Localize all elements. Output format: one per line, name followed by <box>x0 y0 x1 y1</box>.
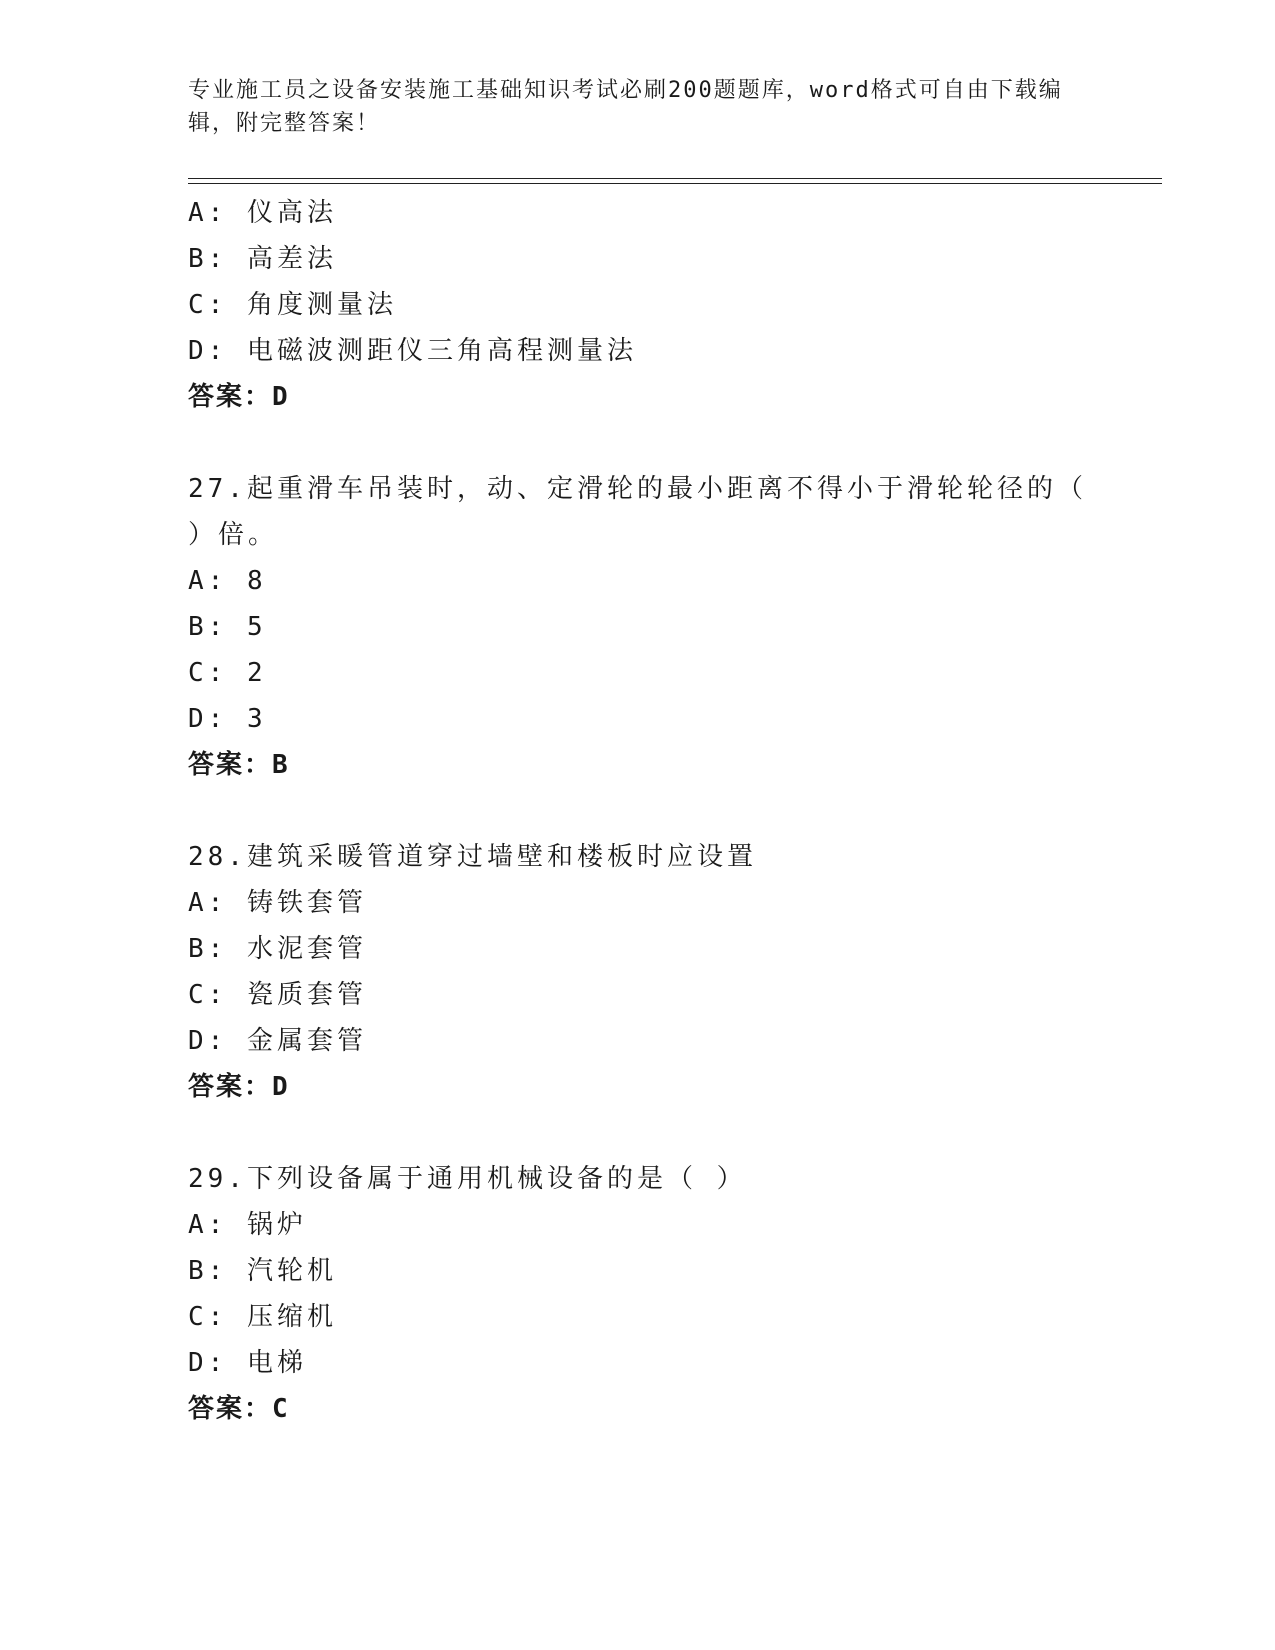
question-stem: 28.建筑采暖管道穿过墙壁和楼板时应设置 <box>188 842 757 872</box>
option-letter: B: <box>188 244 228 274</box>
option-c <box>188 282 1088 328</box>
option-text: 8 <box>246 566 267 596</box>
option-b <box>188 604 1088 650</box>
option-text: 5 <box>246 612 267 642</box>
option-d <box>188 328 1088 374</box>
option-b <box>188 1248 1088 1294</box>
option-letter: D: <box>188 1348 228 1378</box>
option-a <box>188 1202 1088 1248</box>
option-text: 锅炉 <box>246 1210 307 1240</box>
option-a <box>188 190 1088 236</box>
option-c <box>188 1294 1088 1340</box>
option-letter: B: <box>188 1256 228 1286</box>
option-letter: B: <box>188 612 228 642</box>
option-text: 汽轮机 <box>246 1256 337 1286</box>
option-letter: C: <box>188 658 228 688</box>
option-letter: A: <box>188 198 228 228</box>
option-letter: A: <box>188 888 228 918</box>
spacer <box>188 1110 1088 1156</box>
header-divider-bottom <box>188 183 1162 184</box>
option-text: 高差法 <box>246 244 337 274</box>
question-list <box>188 190 1088 1432</box>
option-b <box>188 926 1088 972</box>
document-header: 专业施工员之设备安装施工基础知识考试必刷200题题库，word格式可自由下载编辑，附完整答案！ <box>188 78 1063 136</box>
question-block-29 <box>188 1156 1088 1432</box>
option-d <box>188 1340 1088 1386</box>
option-text: 铸铁套管 <box>246 888 367 918</box>
question-block-27 <box>188 466 1088 788</box>
option-letter: C: <box>188 290 228 320</box>
question-block-continued <box>188 190 1088 420</box>
answer-line: 答案：D <box>188 382 290 412</box>
option-letter: C: <box>188 1302 228 1332</box>
option-letter: D: <box>188 704 228 734</box>
option-text: 金属套管 <box>246 1026 367 1056</box>
option-text: 3 <box>246 704 267 734</box>
option-d <box>188 696 1088 742</box>
option-a <box>188 880 1088 926</box>
spacer <box>188 420 1088 466</box>
answer-line: 答案：C <box>188 1394 290 1424</box>
option-letter: A: <box>188 566 228 596</box>
option-b <box>188 236 1088 282</box>
option-a <box>188 558 1088 604</box>
option-text: 仪高法 <box>246 198 337 228</box>
option-text: 2 <box>246 658 267 688</box>
option-letter: C: <box>188 980 228 1010</box>
question-stem-continued: ）倍。 <box>188 520 279 550</box>
option-c <box>188 650 1088 696</box>
option-letter: D: <box>188 1026 228 1056</box>
option-c <box>188 972 1088 1018</box>
option-text: 水泥套管 <box>246 934 367 964</box>
option-d <box>188 1018 1088 1064</box>
question-stem: 29.下列设备属于通用机械设备的是（ ） <box>188 1164 747 1194</box>
answer-line: 答案：B <box>188 750 290 780</box>
option-text: 角度测量法 <box>246 290 397 320</box>
option-text: 电梯 <box>246 1348 307 1378</box>
option-letter: D: <box>188 336 228 366</box>
question-block-28 <box>188 834 1088 1110</box>
option-text: 压缩机 <box>246 1302 337 1332</box>
option-text: 瓷质套管 <box>246 980 367 1010</box>
answer-line: 答案：D <box>188 1072 290 1102</box>
spacer <box>188 788 1088 834</box>
option-letter: B: <box>188 934 228 964</box>
option-letter: A: <box>188 1210 228 1240</box>
option-text: 电磁波测距仪三角高程测量法 <box>246 336 637 366</box>
question-stem: 27.起重滑车吊装时，动、定滑轮的最小距离不得小于滑轮轮径的（ <box>188 474 1087 504</box>
header-divider-top <box>188 178 1162 179</box>
